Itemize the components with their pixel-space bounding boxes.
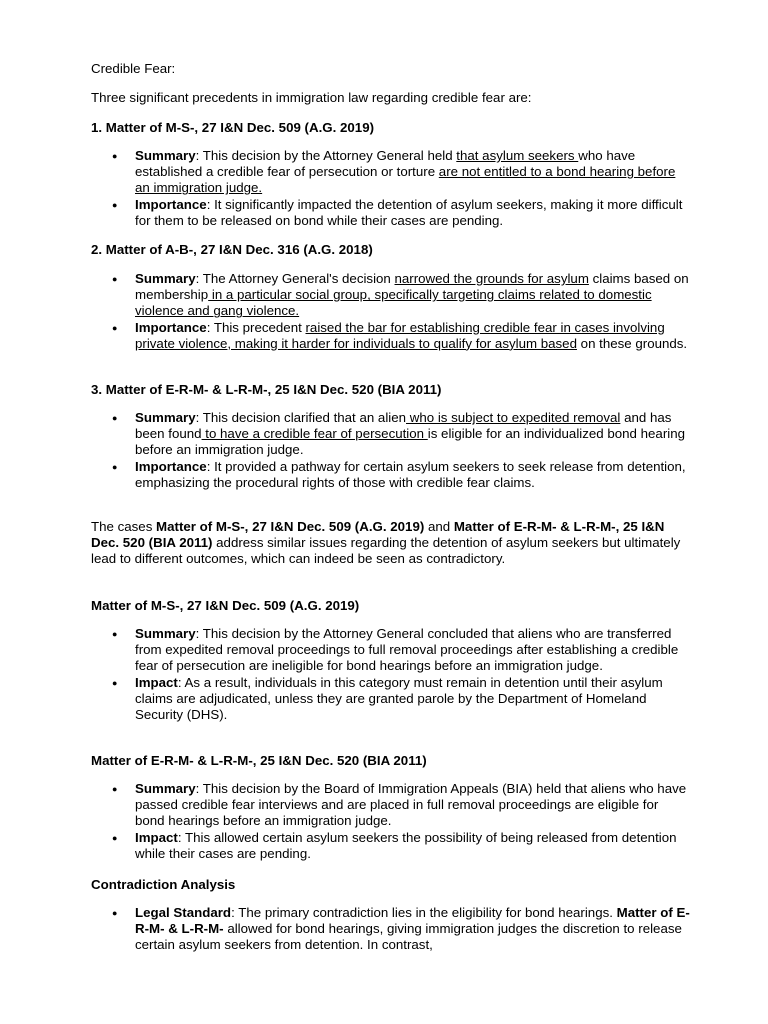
- case-3-importance: [91, 459, 691, 491]
- underlined-run: raised the bar for establishing credible fear in cases involving private violence, making it harder for individuals to qualify for asylum based: [135, 319, 665, 351]
- text-run: : This allowed certain asylum seekers the possibility of being released from detention while their cases are pending.: [135, 829, 677, 861]
- section-heading-text: Matter of M-S-, 27 I&N Dec. 509 (A.G. 2019): [91, 598, 360, 613]
- detail-erm-heading: [91, 753, 691, 769]
- comparison-paragraph: [91, 519, 691, 568]
- text-run: claims based on membership: [135, 271, 689, 303]
- underlined-run: who is subject to expedited removal: [406, 410, 621, 425]
- underlined-run: are not entitled to a bond hearing before an immigration judge.: [135, 164, 676, 196]
- contradiction-legal-standard: [91, 905, 691, 954]
- underlined-run: narrowed the grounds for asylum: [394, 271, 589, 286]
- text-run: is eligible for an individualized bond hearing before an immigration judge.: [135, 426, 685, 458]
- detail-ms-list: [91, 626, 691, 723]
- bold-case-name: Matter of E-R-M- & L-R-M-, 25 I&N Dec. 520 (BIA 2011): [91, 519, 665, 551]
- bold-case-name: Matter of E-R-M- & L-R-M-: [135, 905, 690, 937]
- text-run: : This decision by the Attorney General concluded that aliens who are transferred from expedited removal proceedings to full removal proceedings after establishing a credible fear of persecution are ineligible for bond hearings before an immigration judge.: [135, 626, 679, 674]
- text-run: : The primary contradiction lies in the eligibility for bond hearings.: [231, 905, 617, 920]
- text-run: address similar issues regarding the detention of asylum seekers but ultimately lead to different outcomes, which can indeed be seen as contradictory.: [91, 535, 681, 567]
- text-run: : It provided a pathway for certain asylum seekers to seek release from detention, emphasizing the procedural rights of those with credible fear claims.: [135, 458, 686, 490]
- detail-ms-impact: [91, 675, 691, 724]
- text-run: on these grounds.: [576, 335, 688, 351]
- text-run: : This decision by the Attorney General held: [195, 148, 457, 163]
- case-1-importance: [91, 197, 691, 229]
- case-2-list: [91, 271, 691, 352]
- case-heading-text: 3. Matter of E-R-M- & L-R-M-, 25 I&N Dec. 520 (BIA 2011): [91, 382, 442, 397]
- case-3-summary: [91, 410, 691, 459]
- impact-label: Impact: [135, 674, 178, 690]
- case-2-heading: [91, 242, 691, 258]
- bold-case-name: Matter of M-S-, 27 I&N Dec. 509 (A.G. 2019): [156, 519, 425, 534]
- text-run: and: [424, 519, 454, 534]
- detail-erm-list: [91, 781, 691, 862]
- text-run: : This decision clarified that an alien: [195, 410, 407, 425]
- case-1-summary: [91, 148, 691, 197]
- detail-ms-summary: [91, 626, 691, 675]
- detail-erm-summary: [91, 781, 691, 830]
- text-run: : This precedent: [206, 319, 306, 335]
- impact-label: Impact: [135, 829, 178, 845]
- contradiction-heading: [91, 877, 691, 893]
- case-3-list: [91, 410, 691, 491]
- text-run: who have established a credible fear of persecution or torture: [135, 148, 636, 180]
- contradiction-list: [91, 905, 691, 954]
- legal-standard-label: Legal Standard: [135, 905, 232, 920]
- detail-ms-heading: [91, 598, 691, 614]
- intro-paragraph: [91, 90, 691, 106]
- text-run: and has been found: [135, 410, 672, 442]
- summary-label: Summary: [135, 781, 196, 796]
- summary-label: Summary: [135, 626, 196, 641]
- underlined-run: in a particular social group, specifically targeting claims related to domestic violence and gang violence.: [135, 287, 652, 319]
- summary-label: Summary: [135, 148, 196, 163]
- text-run: : This decision by the Board of Immigration Appeals (BIA) held that aliens who have passed credible fear interviews and are placed in full removal proceedings are eligible for bond hearings before an immigration judge.: [135, 781, 687, 829]
- case-1-heading: [91, 120, 691, 136]
- section-heading-text: Contradiction Analysis: [91, 877, 236, 892]
- summary-label: Summary: [135, 410, 196, 425]
- summary-label: Summary: [135, 271, 196, 286]
- case-heading-text: 1. Matter of M-S-, 27 I&N Dec. 509 (A.G. 2019): [91, 120, 375, 135]
- title-text: Credible Fear:: [91, 61, 176, 76]
- document-title: [91, 61, 691, 77]
- case-heading-text: 2. Matter of A-B-, 27 I&N Dec. 316 (A.G. 2018): [91, 242, 373, 257]
- underlined-run: to have a credible fear of persecution: [201, 426, 428, 442]
- importance-label: Importance: [135, 196, 207, 212]
- section-heading-text: Matter of E-R-M- & L-R-M-, 25 I&N Dec. 520 (BIA 2011): [91, 753, 427, 768]
- case-1-list: [91, 148, 691, 229]
- importance-label: Importance: [135, 319, 207, 335]
- detail-erm-impact: [91, 830, 691, 862]
- text-run: : It significantly impacted the detention of asylum seekers, making it more difficult for them to be released on bond while their cases are pending.: [135, 196, 683, 228]
- intro-text: Three significant precedents in immigration law regarding credible fear are:: [91, 90, 532, 105]
- underlined-run: that asylum seekers: [456, 148, 579, 163]
- case-2-summary: [91, 271, 691, 320]
- text-run: The cases: [91, 519, 157, 534]
- importance-label: Importance: [135, 458, 207, 474]
- text-run: : As a result, individuals in this category must remain in detention until their asylum claims are adjudicated, unless they are granted parole by the Department of Homeland Security (DHS).: [135, 674, 663, 723]
- case-3-heading: [91, 382, 691, 398]
- case-2-importance: [91, 320, 691, 352]
- text-run: allowed for bond hearings, giving immigration judges the discretion to release certain asylum seekers from detention. In contrast,: [135, 921, 682, 953]
- text-run: : The Attorney General's decision: [195, 271, 395, 286]
